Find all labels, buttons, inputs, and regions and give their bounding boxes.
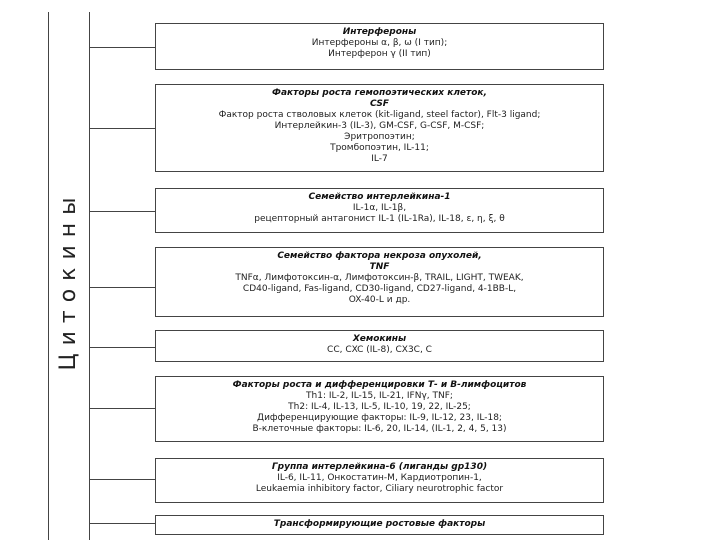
- box-title-second-line: CSF: [370, 99, 389, 109]
- box-title: Хемокины: [352, 334, 407, 344]
- connector-csf: [90, 128, 155, 129]
- box-title: Семейство фактора некроза опухолей,: [277, 251, 482, 261]
- box-title: Интерфероны: [342, 27, 417, 37]
- box-line: Тромбопоэтин, IL-11;: [330, 143, 429, 153]
- box-il1-family: [155, 188, 604, 233]
- box-title: Семейство интерлейкина-1: [308, 192, 451, 202]
- box-title: Группа интерлейкина-6 (лиганды gp130): [271, 462, 488, 472]
- box-line: Th2: IL-4, IL-13, IL-5, IL-10, 19, 22, IL-25;: [288, 402, 471, 412]
- box-chemokines: [155, 330, 604, 362]
- connector-il6-group: [90, 479, 155, 480]
- connector-lymphocyte-factors: [90, 408, 155, 409]
- box-line: Фактор роста стволовых клеток (kit-ligand, steel factor), Flt-3 ligand;: [218, 110, 541, 120]
- connector-tgf: [90, 523, 155, 524]
- box-line: Th1: IL-2, IL-15, IL-21, IFNγ, TNF;: [306, 391, 453, 401]
- box-title: Факторы роста и дифференцировки Т- и В-лимфоцитов: [232, 380, 527, 390]
- connector-interferons: [90, 47, 155, 48]
- box-line: IL-6, IL-11, Онкостатин-М, Кардиотропин-1,: [277, 473, 482, 483]
- box-line: Дифференцирующие факторы: IL-9, IL-12, 23, IL-18;: [257, 413, 502, 423]
- box-line: TNFα, Лимфотоксин-α, Лимфотоксин-β, TRAIL, LIGHT, TWEAK,: [235, 273, 524, 283]
- box-interferons: [155, 23, 604, 70]
- connector-tnf-family: [90, 287, 155, 288]
- box-line: рецепторный антагонист IL-1 (IL-1Ra), IL-18, ε, η, ξ, θ: [254, 214, 505, 224]
- box-line: Интерферон γ (II тип): [328, 49, 431, 59]
- connector-il1-family: [90, 211, 155, 212]
- box-title: Трансформирующие ростовые факторы: [273, 519, 486, 529]
- box-line: IL-7: [371, 154, 388, 164]
- box-line: CC, CXC (IL-8), CX3C, C: [327, 345, 432, 355]
- box-line: CD40-ligand, Fas-ligand, CD30-ligand, CD27-ligand, 4-1BB-L,: [242, 284, 517, 294]
- cytokines-label: Цитокины: [56, 189, 81, 371]
- box-il6-group: [155, 458, 604, 503]
- box-tgf: [155, 515, 604, 535]
- box-line: В-клеточные факторы: IL-6, 20, IL-14, (IL-1, 2, 4, 5, 13): [252, 424, 507, 434]
- box-line: IL-1α, IL-1β,: [352, 203, 407, 213]
- box-title: Факторы роста гемопоэтических клеток,: [272, 88, 487, 98]
- box-line: Leukaemia inhibitory factor, Ciliary neurotrophic factor: [255, 484, 504, 494]
- box-line: OX-40-L и др.: [348, 295, 411, 305]
- box-line: Интерфероны α, β, ω (I тип);: [311, 38, 448, 48]
- box-tnf-family: [155, 247, 604, 317]
- box-title-second-line: TNF: [369, 262, 390, 272]
- connector-chemokines: [90, 347, 155, 348]
- box-csf: [155, 84, 604, 172]
- box-line: Интерлейкин-3 (IL-3), GM-CSF, G-CSF, M-CSF;: [274, 121, 485, 131]
- box-line: Эритропоэтин;: [344, 132, 415, 142]
- box-lymphocyte-factors: [155, 376, 604, 442]
